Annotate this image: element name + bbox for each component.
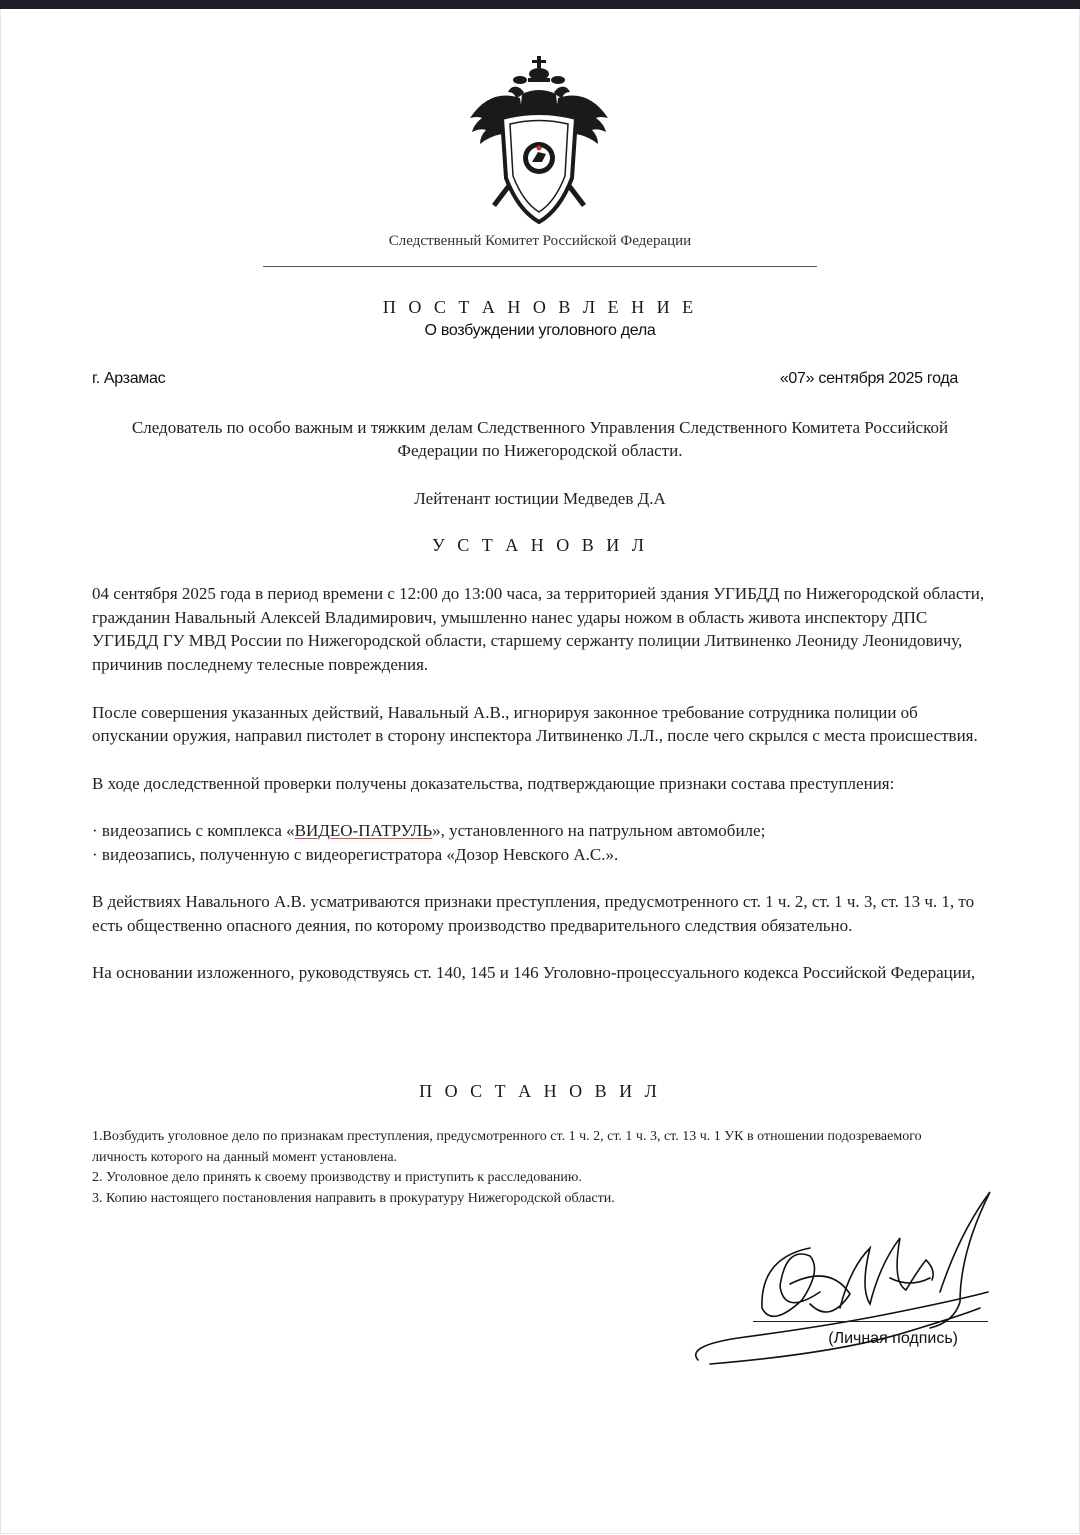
evidence-item-2: · видеозапись, полученную с видеорегистратора «Дозор Невского А.С.». [92,844,619,864]
investigator-position: Следователь по особо важным и тяжким делам Следственного Управления Следственного Комитета Российской Федерации по Нижегородской области. [131,418,949,460]
established-heading: У С Т А Н О В И Л [432,535,648,555]
resolved-item: 2. Уголовное дело принять к своему производству и приступить к расследованию. [92,1170,582,1185]
document-subtitle: О возбуждении уголовного дела [424,322,656,339]
established-paragraph-2: После совершения указанных действий, Навальный А.В., игнорируя законное требование сотрудника полиции об опускании оружия, направил пистолет в сторону инспектора Литвиненко Л.Л., после чего скрылся с места происшествия. [92,702,978,746]
top-bar [0,0,1080,9]
organization-name: Следственный Комитет Российской Федерации [388,233,692,249]
established-paragraph-5: На основании изложенного, руководствуясь ст. 140, 145 и 146 Уголовно-процессуального кодекса Российской Федерации, [92,963,976,983]
investigator-rank-name: Лейтенант юстиции Медведев Д.А [414,489,666,508]
established-paragraph-1: 04 сентября 2025 года в период времени с 12:00 до 13:00 часа, за территорией здания УГИБДД по Нижегородской области, гражданин Навальный Алексей Владимирович, умышленно нанес удары ножом в область живота инспектору ДПС УГИБДД ГУ МВД России по Нижегородской области, старшему сержанту полиции Литвиненко Леониду Леонидовичу, причинив последнему телесные повреждения. [92,584,985,675]
document-city: г. Арзамас [92,370,166,387]
signature-caption: (Личная подпись) [828,1330,958,1347]
spellcheck-highlight: ВИДЕО-ПАТРУЛЬ [294,820,433,840]
document-title: П О С Т А Н О В Л Е Н И Е [382,297,698,317]
established-paragraph-3: В ходе доследственной проверки получены доказательства, подтверждающие признаки состава преступления: [92,773,895,793]
handwritten-signature-icon [690,1188,1000,1370]
resolved-item: 1.Возбудить уголовное дело по признакам преступления, предусмотренного ст. 1 ч. 2, ст. 1 ч. 3, ст. 13 ч. 1 УК в отношении подозреваемого личность которого на данный момент установлена. [92,1129,922,1165]
document-date: «07» сентября 2025 года [779,370,958,387]
resolved-heading: П О С Т А Н О В И Л [419,1081,661,1101]
investigative-committee-emblem-icon [462,54,616,230]
header-divider [263,266,817,267]
resolved-item: 3. Копию настоящего постановления направить в прокуратуру Нижегородской области. [92,1190,615,1206]
established-body [92,582,990,1009]
evidence-item-1: · видеозапись с комплекса «ВИДЕО-ПАТРУЛЬ», установленного на патрульном автомобиле; [92,820,766,840]
established-paragraph-4: В действиях Навального А.В. усматриваются признаки преступления, предусмотренного ст. 1 ч. 2, ст. 1 ч. 3, ст. 13 ч. 1, то есть общественно опасного деяния, по которому производство предварительного следствия обязательно. [92,892,975,935]
